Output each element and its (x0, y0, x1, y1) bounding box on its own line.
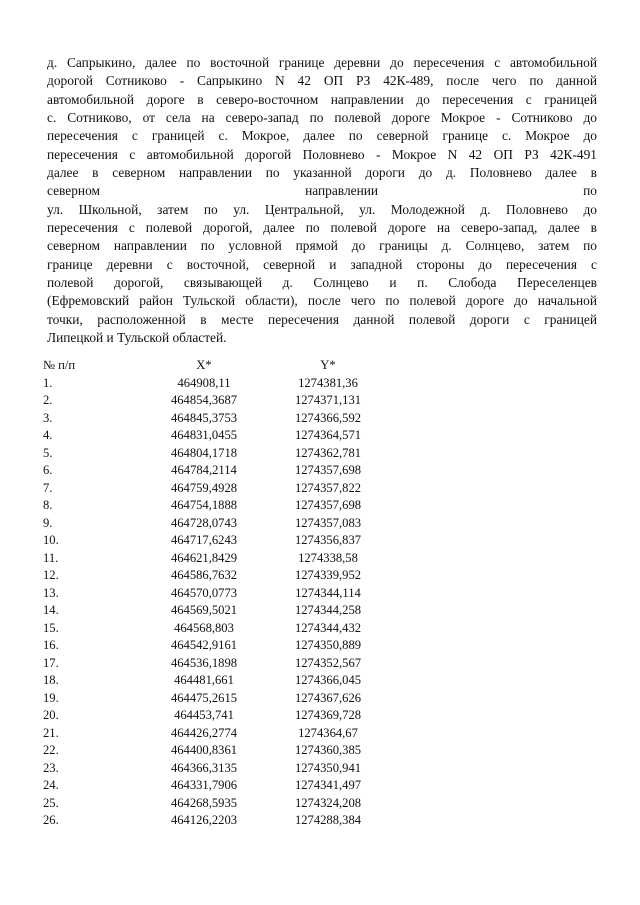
row-number: 7. (43, 480, 53, 495)
row-number: 13. (43, 585, 59, 600)
table-row (43, 480, 393, 498)
row-x-value: 464366,3135 (170, 760, 238, 775)
row-x-value: 464845,3753 (170, 410, 238, 425)
row-y-value: 1274344,114 (295, 585, 361, 600)
row-y-value: 1274367,626 (294, 690, 362, 705)
row-y-value: 1274338,58 (298, 550, 358, 565)
row-number: 5. (43, 445, 53, 460)
row-number: 25. (43, 795, 59, 810)
table-row (43, 690, 393, 708)
row-x-value: 464621,8429 (170, 550, 238, 565)
row-x-value: 464908,11 (177, 375, 231, 390)
row-number: 11. (43, 550, 59, 565)
row-x-value: 464400,8361 (170, 743, 238, 757)
row-number: 10. (43, 533, 59, 547)
row-number: 2. (43, 393, 53, 407)
table-row (43, 725, 393, 743)
row-number: 3. (43, 410, 53, 425)
row-x-value: 464728,0743 (170, 515, 238, 530)
table-row (43, 427, 393, 445)
row-number: 15. (43, 620, 59, 635)
row-x-value: 464569,5021 (170, 603, 238, 617)
row-x-value: 464586,7632 (170, 568, 238, 582)
row-number: 4. (43, 428, 53, 442)
row-x-value: 464717,6243 (170, 533, 238, 547)
row-number: 12. (43, 568, 59, 582)
row-number: 8. (43, 498, 53, 512)
row-y-value: 1274341,497 (294, 778, 362, 792)
row-number: 16. (43, 638, 59, 652)
row-x-value: 464453,741 (174, 708, 234, 722)
row-number: 18. (43, 673, 59, 687)
table-row (43, 585, 393, 603)
row-number: 24. (43, 778, 59, 792)
row-x-value: 464854,3687 (170, 393, 238, 407)
row-number: 17. (43, 655, 59, 670)
table-row (43, 532, 393, 550)
paragraph-line: границе деревни с восточной, северной и западной стороны до пересечения с (47, 256, 597, 272)
row-x-value: 464475,2615 (170, 690, 238, 705)
row-x-value: 464331,7906 (170, 778, 238, 792)
row-x-value: 464536,1898 (170, 655, 238, 670)
paragraph-line: пересечения с границей с. Мокрое, далее по северной границе с. Мокрое до (47, 128, 597, 144)
table-row (43, 567, 393, 585)
row-x-value: 464570,0773 (170, 585, 238, 600)
paragraph-line: далее в северном направлении по указанной дороги до д. Половнево далее в (47, 165, 597, 181)
row-y-value: 1274350,941 (294, 760, 362, 775)
table-row (43, 392, 393, 410)
paragraph-line: северном направлении по условной прямой до границы д. Солнцево, затем по (47, 238, 597, 254)
paragraph-line: автомобильной дороге в северо-восточном направлении до пересечения с границей (47, 91, 597, 107)
row-y-value: 1274364,571 (294, 428, 362, 442)
paragraph-line: полевой дорогой, связывающей д. Солнцево и п. Слобода Переселенцев (47, 275, 597, 291)
table-row (43, 445, 393, 463)
row-y-value: 1274356,837 (294, 533, 362, 547)
row-x-value: 464754,1888 (170, 498, 238, 512)
row-x-value: 464831,0455 (170, 428, 238, 442)
paragraph-line: Липецкой и Тульской областей. (47, 330, 227, 346)
table-row (43, 812, 393, 830)
paragraph-line: дорогой Сотниково - Сапрыкино N 42 ОП РЗ 42К-489, после чего по данной (47, 73, 597, 89)
paragraph-line: ул. Школьной, затем по ул. Центральной, ул. Молодежной д. Половнево до (47, 201, 597, 217)
paragraph-line: д. Сапрыкино, далее по восточной границе деревни до пересечения с автомобильной (47, 55, 597, 70)
row-y-value: 1274324,208 (294, 795, 362, 810)
table-row (43, 777, 393, 795)
paragraph-line: северном направлении по (47, 183, 597, 199)
row-number: 22. (43, 743, 59, 757)
row-x-value: 464542,9161 (170, 638, 238, 652)
row-y-value: 1274369,728 (294, 708, 362, 722)
row-y-value: 1274366,592 (294, 410, 362, 425)
table-row (43, 462, 393, 480)
row-number: 14. (43, 603, 59, 617)
row-x-value: 464568,803 (174, 620, 234, 635)
paragraph-line: точки, расположенной в месте пересечения данной полевой дороги с границей (47, 311, 597, 327)
paragraph-line: пересечения с автомобильной дорогой Половнево - Мокрое N 42 ОП РЗ 42К-491 (47, 146, 597, 162)
row-number: 19. (43, 690, 59, 705)
paragraph-line: пересечения с полевой дорогой, далее по полевой дороге на северо-запад, далее в (47, 220, 597, 236)
coordinates-table-header (43, 357, 393, 375)
row-y-value: 1274364,67 (298, 725, 358, 740)
coordinates-table (43, 357, 393, 830)
table-row (43, 655, 393, 673)
table-row (43, 742, 393, 760)
table-row (43, 760, 393, 778)
row-number: 9. (43, 515, 53, 530)
row-x-value: 464126,2203 (170, 813, 238, 827)
table-row (43, 637, 393, 655)
table-row (43, 602, 393, 620)
boundary-description-paragraph (47, 54, 597, 348)
row-y-value: 1274366,045 (294, 673, 362, 687)
table-row (43, 620, 393, 638)
table-row (43, 550, 393, 568)
row-number: 21. (43, 725, 59, 740)
row-x-value: 464426,2774 (170, 725, 238, 740)
row-x-value: 464784,2114 (171, 463, 237, 477)
table-row (43, 707, 393, 725)
row-number: 6. (43, 463, 53, 477)
row-y-value: 1274344,258 (294, 603, 362, 617)
table-row (43, 515, 393, 533)
row-y-value: 1274350,889 (294, 638, 362, 652)
row-x-value: 464804,1718 (170, 445, 238, 460)
header-number: № п/п (43, 358, 76, 372)
row-x-value: 464481,661 (174, 673, 234, 687)
paragraph-line: с. Сотниково, от села на северо-запад по полевой дороге Мокрое - Сотниково до (47, 110, 597, 126)
header-x: X* (196, 358, 212, 372)
row-number: 23. (43, 760, 59, 775)
row-y-value: 1274381,36 (298, 375, 358, 390)
table-row (43, 410, 393, 428)
row-number: 20. (43, 708, 59, 722)
row-x-value: 464268,5935 (170, 795, 238, 810)
row-y-value: 1274357,083 (294, 515, 362, 530)
row-y-value: 1274357,822 (294, 480, 362, 495)
row-y-value: 1274339,952 (294, 568, 362, 582)
table-row (43, 795, 393, 813)
row-y-value: 1274344,432 (294, 620, 362, 635)
paragraph-line: (Ефремовский район Тульской области), после чего по полевой дороге до начальной (47, 293, 597, 309)
row-x-value: 464759,4928 (170, 480, 238, 495)
table-row (43, 672, 393, 690)
row-y-value: 1274357,698 (294, 463, 362, 477)
row-y-value: 1274288,384 (294, 813, 362, 827)
row-y-value: 1274360,385 (294, 743, 362, 757)
row-y-value: 1274371,131 (294, 393, 362, 407)
row-number: 26. (43, 813, 59, 827)
row-y-value: 1274352,567 (294, 655, 362, 670)
table-row (43, 497, 393, 515)
row-y-value: 1274362,781 (294, 445, 362, 460)
table-row (43, 375, 393, 393)
document-page (47, 54, 597, 348)
header-y: Y* (320, 358, 336, 372)
row-number: 1. (43, 375, 53, 390)
row-y-value: 1274357,698 (294, 498, 362, 512)
